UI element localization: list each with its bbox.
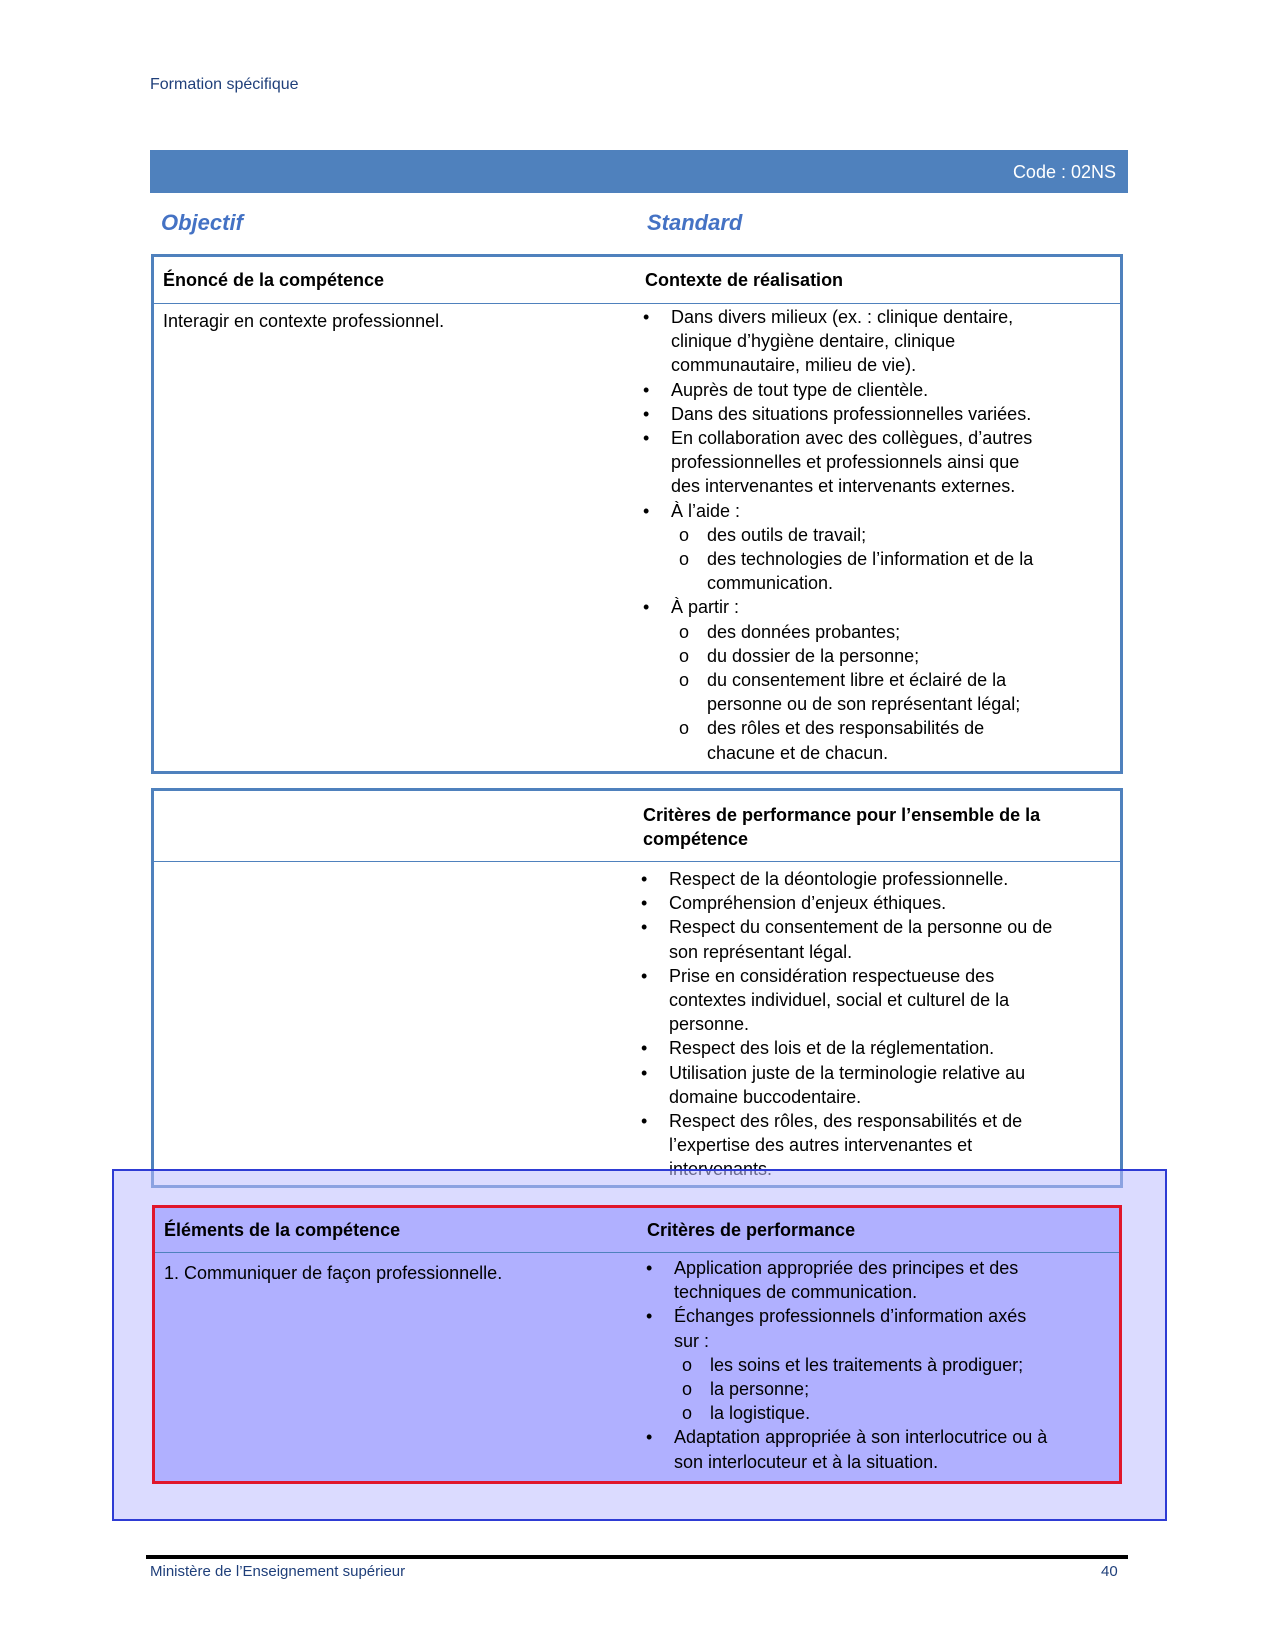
criterion-item: • Respect du consentement de la personne ou de	[669, 915, 1052, 939]
context-item: • Auprès de tout type de clientèle.	[671, 378, 928, 402]
context-item: professionnelles et professionnels ainsi que	[671, 452, 1020, 473]
context-item: personne ou de son représentant légal;	[707, 694, 1021, 715]
context-item: • Dans divers milieux (ex. : clinique dentaire,	[671, 305, 1013, 329]
objectif-heading: Objectif	[161, 210, 243, 235]
criterion-item: l’expertise des autres intervenantes et	[669, 1135, 973, 1156]
footer-rule	[146, 1555, 1128, 1559]
box3-header	[155, 1208, 1119, 1253]
context-item: o des outils de travail;	[707, 523, 866, 547]
performance-criterion: o la logistique.	[710, 1401, 810, 1425]
competence-statement: Interagir en contexte professionnel.	[163, 311, 445, 331]
performance-criterion: • Application appropriée des principes et des	[674, 1256, 1018, 1280]
overall-criteria-box	[151, 788, 1123, 1188]
performance-criterion: • Échanges professionnels d’information axés	[674, 1304, 1026, 1328]
context-item: o des données probantes;	[707, 620, 900, 644]
performance-criterion: o les soins et les traitements à prodiguer;	[710, 1353, 1023, 1377]
performance-criterion: son interlocuteur et à la situation.	[674, 1451, 939, 1472]
footer-ministry: Ministère de l’Enseignement supérieur	[150, 1563, 406, 1580]
criterion-item: • Respect des rôles, des responsabilités et de	[669, 1109, 1022, 1133]
context-item: clinique d’hygiène dentaire, clinique	[671, 331, 956, 352]
context-item: • À partir :	[671, 595, 739, 619]
context-item: des intervenantes et intervenants externes.	[671, 476, 1016, 497]
context-item: chacune et de chacun.	[707, 742, 889, 763]
standard-heading: Standard	[647, 210, 743, 235]
criterion-item: personne.	[669, 1014, 750, 1035]
context-item: • Dans des situations professionnelles variées.	[671, 402, 1031, 426]
context-item: communication.	[707, 573, 834, 594]
box1-header	[154, 257, 1120, 304]
criterion-item: • Compréhension d’enjeux éthiques.	[669, 891, 946, 915]
context-item: • En collaboration avec des collègues, d’autres	[671, 426, 1032, 450]
performance-criterion: • Adaptation appropriée à son interlocutrice ou à	[674, 1425, 1047, 1449]
overall-criteria-title	[643, 803, 1040, 851]
performance-criterion: o la personne;	[710, 1377, 809, 1401]
context-item: o du dossier de la personne;	[707, 644, 919, 668]
context-item: o des technologies de l’information et de la	[707, 547, 1033, 571]
criterion-item: • Respect des lois et de la réglementation.	[669, 1036, 994, 1060]
performance-criterion: sur :	[674, 1330, 710, 1351]
context-item: o des rôles et des responsabilités de	[707, 716, 984, 740]
competence-statement-box	[151, 254, 1123, 774]
criterion-item: contextes individuel, social et culturel de la	[669, 990, 1010, 1010]
running-header: Formation spécifique	[150, 76, 299, 93]
element-1: 1. Communiquer de façon professionnelle.	[164, 1263, 503, 1283]
page-number: 40	[1101, 1563, 1118, 1580]
box2-header	[154, 791, 1120, 862]
context-item: o du consentement libre et éclairé de la	[707, 668, 1006, 692]
overall-criteria-title-line2: compétence	[643, 829, 749, 849]
context-item: • À l’aide :	[671, 499, 740, 523]
criterion-item: domaine buccodentaire.	[669, 1086, 862, 1107]
competence-statement-title: Énoncé de la compétence	[163, 270, 385, 290]
criterion-item: • Utilisation juste de la terminologie relative au	[669, 1061, 1025, 1085]
criterion-item: son représentant légal.	[669, 941, 853, 962]
criterion-item: • Respect de la déontologie professionnelle.	[669, 867, 1008, 891]
context-title: Contexte de réalisation	[645, 270, 844, 290]
context-item: communautaire, milieu de vie).	[671, 355, 917, 376]
code-bar	[150, 150, 1128, 193]
elements-box	[152, 1205, 1122, 1484]
competence-code: Code : 02NS	[1012, 162, 1116, 182]
elements-title: Éléments de la compétence	[164, 1220, 401, 1240]
criterion-item: • Prise en considération respectueuse des	[669, 964, 994, 988]
performance-criteria-title: Critères de performance	[647, 1220, 856, 1240]
overall-criteria-title-line1: Critères de performance pour l’ensemble de la	[643, 805, 1041, 825]
performance-criterion: techniques de communication.	[674, 1282, 918, 1303]
